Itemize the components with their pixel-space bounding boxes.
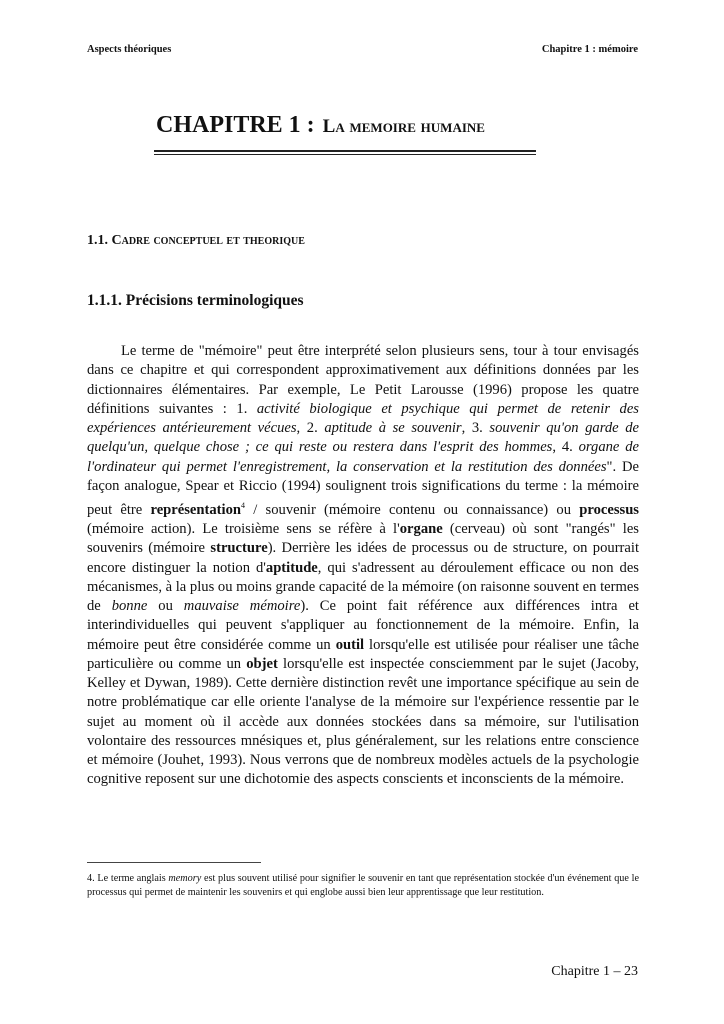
italic-run: organe de l'ordinateur qui permet l'enregistrement, la conservation et la restitution des données [87,439,640,475]
bold-term: processus [579,501,639,518]
text-run: lorsqu'elle est inspectée consciemment par le sujet (Jacoby, Kelley et Dywan, 1989). Cette dernière distinction revêt une importance spécifique au sein de notre problématique car elle oriente l'analyse de la mémoire sur l'expérience ressentie par le sujet au moment où il accède aux données stockées dans sa mémoire, sur l'utilisation volontaire des ressources mnésiques et, plus généralement, sur les relations entre conscience et mémoire (Jouhet, 1993). Nous verrons que de nombreux modèles actuels de la psychologie cognitive reposent sur une dichotomie des aspects conscients et inconscients de la mémoire. [87,655,639,788]
text-run: ). Derrière les idées de processus ou de structure, on pourrait encore distinguer la notion d' [87,540,639,576]
body-text [87,342,639,790]
text-run: , 2. [296,420,325,436]
italic-run: memory [168,873,202,884]
text-run: ou [147,598,184,615]
bold-term: représentation [150,501,242,518]
section-title: Cadre conceptuel et theorique [111,233,305,248]
section-number: 1.1. [87,233,108,248]
page-number: Chapitre 1 – 23 [551,964,638,979]
italic-run: souvenir qu'on garde de quelqu'un, quelque chose ; ce qui reste ou restera dans l'esprit des hommes [87,420,639,456]
italic-run: bonne [111,598,148,615]
italic-run: aptitude à se souvenir [324,420,462,436]
running-header-left: Aspects théoriques [87,44,172,55]
section-heading [87,233,305,249]
text-run: ". De façon analogue, Spear et Riccio (1994) soulignent trois significations du terme : la mémoire peut être [87,458,639,518]
bold-term: structure [210,540,268,557]
footnote [87,872,639,901]
running-header-right: Chapitre 1 : mémoire [541,44,638,55]
text-run: / souvenir (mémoire contenu ou connaissance) ou [245,501,580,518]
text-run: (mémoire action). Le troisième sens se réfère à l' [87,521,400,538]
paragraph [87,342,639,790]
footnote-ref: 4 [241,501,246,510]
bold-term: outil [335,636,365,653]
italic-run: mauvaise mémoire [183,598,301,615]
bold-term: aptitude [265,559,318,576]
subsection-heading: 1.1.1. Précisions terminologiques [87,292,304,309]
italic-run: activité biologique et psychique qui permet de retenir des expériences antérieurement vécues [87,400,639,436]
text-run: est plus souvent utilisé pour signifier le souvenir en tant que représentation stockée d'un événement que le processus qui permet de maintenir les souvenirs et qui englobe aussi bien leur apprentissage que leur restitution. [87,873,640,899]
bold-term: organe [399,521,443,538]
chapter-title [156,112,485,139]
text-run: , 4. [552,439,579,456]
text-run: ). Ce point fait référence aux différences intra et interindividuelles qui peuvent s'appliquer au fonctionnement de la mémoire. Enfin, la mémoire peut être considérée comme un [87,598,639,653]
bold-term: objet [246,655,278,672]
text-run: (cerveau) où sont "rangés" les souvenirs (mémoire [87,521,639,557]
text-run: , 3. [461,420,490,436]
text-run: , qui s'adressent au déroulement efficace ou non des mécanismes, à la plus ou moins grande capacité de la mémoire (on raisonne souvent en termes de [87,559,639,615]
footnote-separator [87,862,261,863]
title-rule-thin [154,154,536,155]
text-run: 4. Le terme anglais [87,873,169,884]
chapter-subtitle: La memoire humaine [322,116,485,137]
title-rule-thick [154,150,536,152]
text-run: lorsqu'elle est utilisée pour réaliser une tâche particulière ou comme un [87,636,640,672]
text-run: Le terme de "mémoire" peut être interprété selon plusieurs sens, tour à tour envisagés dans ce chapitre et qui correspondent approximativement aux définitions données par les dictionnaires élémentaires. Par exemple, Le Petit Larousse (1996) propose les quatre définitions suivantes : 1. [87,343,639,417]
chapter-label: CHAPITRE 1 : [156,112,315,138]
